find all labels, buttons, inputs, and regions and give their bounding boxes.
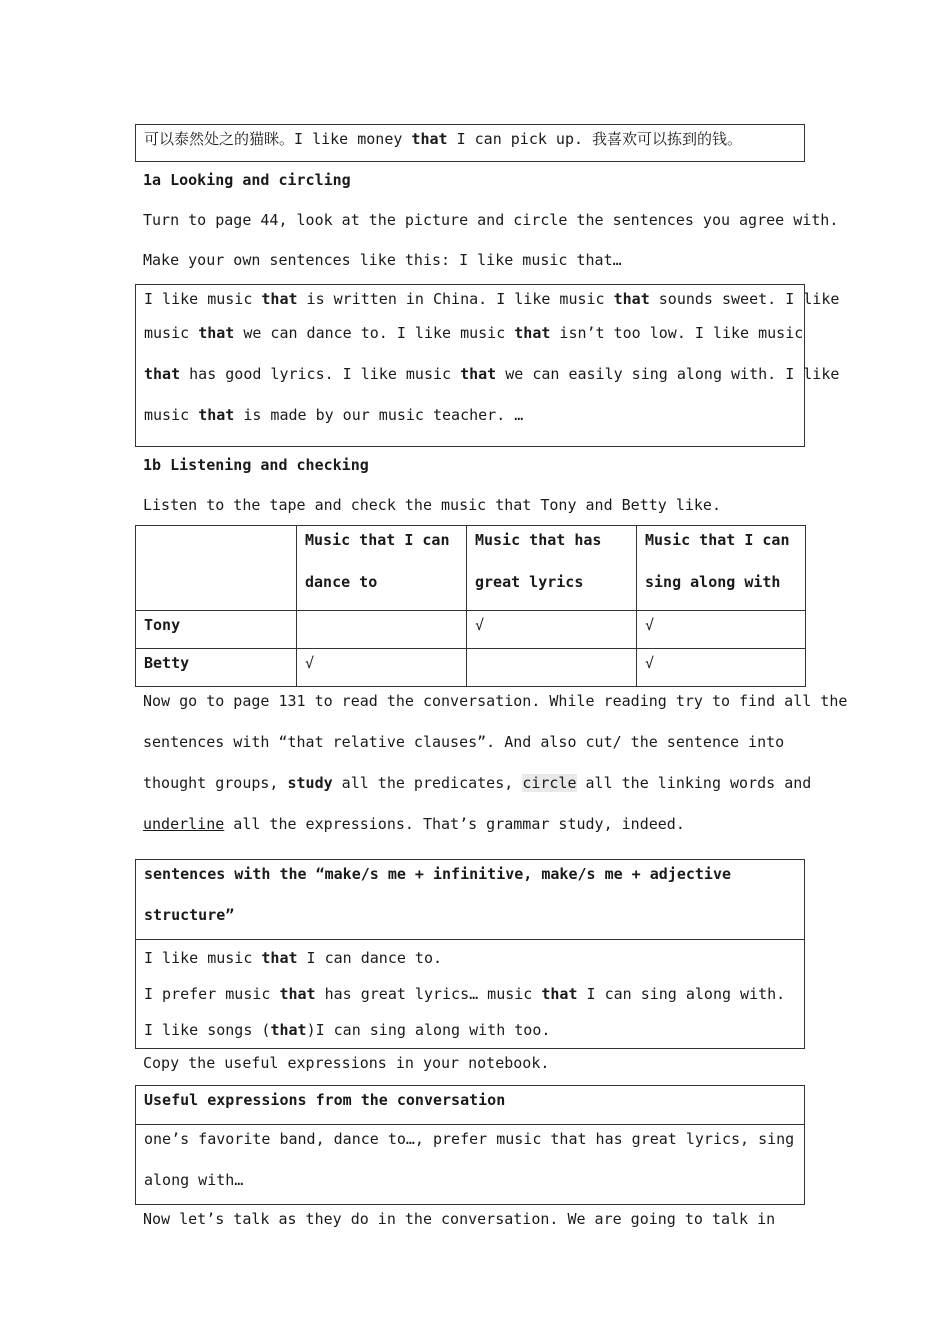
row-name-tony: Tony	[136, 611, 297, 649]
keyword-study: study	[287, 774, 333, 792]
instruction-line: Turn to page 44, look at the picture and circle the sentences you agree with.	[143, 211, 839, 229]
instruction-line: Make your own sentences like this: I like music that…	[143, 251, 622, 269]
expressions-box	[135, 1085, 805, 1205]
sentence-line	[144, 285, 840, 313]
document-page	[135, 124, 848, 1233]
chinese-text: 我喜欢可以拣到的钱。	[592, 130, 743, 148]
reading-line: sentences with “that relative clauses”. And also cut/ the sentence into	[143, 733, 785, 751]
reading-instructions	[135, 687, 848, 851]
sentence-text: isn’t too low. I like music	[550, 324, 804, 342]
chinese-text: 可以泰然处之的猫眯。	[144, 130, 295, 148]
check-cell: √	[637, 611, 806, 649]
sentence-text: I like music	[144, 949, 262, 967]
keyword-that: that	[613, 290, 650, 308]
table-corner-cell	[136, 526, 297, 611]
table-header-row	[136, 526, 806, 611]
row-name-betty: Betty	[136, 649, 297, 687]
sentence-text: music	[144, 324, 199, 342]
keyword-that: that	[198, 324, 235, 342]
keyword-that: that	[270, 1021, 307, 1039]
keyword-that: that	[279, 985, 316, 1003]
sentence-text: has great lyrics… music	[315, 985, 542, 1003]
keyword-that: that	[198, 406, 235, 424]
sentence-text: I can sing along with.	[577, 985, 786, 1003]
sentence-text: we can easily sing along with. I like	[496, 365, 840, 383]
table-row	[136, 611, 806, 649]
music-preference-table	[135, 525, 806, 687]
reading-line: Now go to page 131 to read the conversation. While reading try to find all the	[143, 692, 848, 710]
english-text: I can pick up.	[447, 130, 584, 148]
check-cell: √	[637, 649, 806, 687]
section-1b-heading: 1b Listening and checking	[143, 456, 369, 474]
table-header-cell: Music that has great lyrics	[467, 526, 637, 611]
top-sentence-box	[135, 124, 805, 162]
sentence-line	[144, 395, 796, 436]
check-cell: √	[467, 611, 637, 649]
sentence-text: is written in China. I like music	[297, 290, 614, 308]
sentence-text: sounds sweet. I like	[649, 290, 840, 308]
keyword-that: that	[261, 290, 298, 308]
sentence-line	[144, 940, 796, 976]
section-1a-instructions	[135, 202, 839, 282]
sentence-text: I like music	[144, 290, 262, 308]
table-row	[136, 649, 806, 687]
sentence-text: has good lyrics. I like music	[180, 365, 461, 383]
structure-box-header: sentences with the “make/s me + infinitive, make/s me + adjective structure”	[136, 860, 804, 940]
sentence-text: I like songs (	[144, 1021, 271, 1039]
sentence-text: music	[144, 406, 199, 424]
keyword-that: that	[144, 365, 181, 383]
structure-box-body	[136, 940, 804, 1048]
keyword-underline: underline	[143, 815, 225, 833]
sentence-line	[144, 976, 796, 1012]
example-sentences-box	[135, 284, 840, 447]
expressions-box-header: Useful expressions from the conversation	[136, 1086, 804, 1125]
structure-box	[135, 859, 805, 1049]
sentence-text: we can dance to. I like music	[234, 324, 515, 342]
keyword-that: that	[514, 324, 551, 342]
sentence-line	[144, 1012, 796, 1048]
check-cell: √	[297, 649, 467, 687]
copy-instruction: Copy the useful expressions in your notebook.	[143, 1054, 550, 1072]
sentence-line	[144, 313, 804, 354]
keyword-that: that	[541, 985, 578, 1003]
sentence-text: I can dance to.	[297, 949, 443, 967]
section-1a-heading: 1a Looking and circling	[143, 171, 351, 189]
instruction-line: Listen to the tape and check the music that Tony and Betty like.	[143, 496, 721, 514]
english-text: I like money	[294, 130, 412, 148]
expressions-box-body: one’s favorite band, dance to…, prefer music that has great lyrics, sing along with…	[144, 1130, 795, 1189]
check-cell	[467, 649, 637, 687]
keyword-that: that	[460, 365, 497, 383]
check-cell	[297, 611, 467, 649]
keyword-that: that	[411, 130, 448, 148]
section-1b-instructions	[135, 487, 805, 523]
sentence-text: is made by our music teacher. …	[234, 406, 524, 424]
table-header-cell: Music that I can sing along with	[637, 526, 806, 611]
reading-line: underline all the expressions. That’s grammar study, indeed.	[143, 815, 685, 833]
sentence-text: I prefer music	[144, 985, 280, 1003]
sentence-line	[144, 354, 840, 395]
sentence-text: )I can sing along with too.	[306, 1021, 551, 1039]
reading-line: thought groups, study all the predicates, circle all the linking words and	[143, 774, 812, 792]
table-header-cell: Music that I can dance to	[297, 526, 467, 611]
keyword-that: that	[261, 949, 298, 967]
keyword-circle: circle	[522, 774, 577, 792]
closing-line: Now let’s talk as they do in the conversation. We are going to talk in	[143, 1210, 776, 1228]
